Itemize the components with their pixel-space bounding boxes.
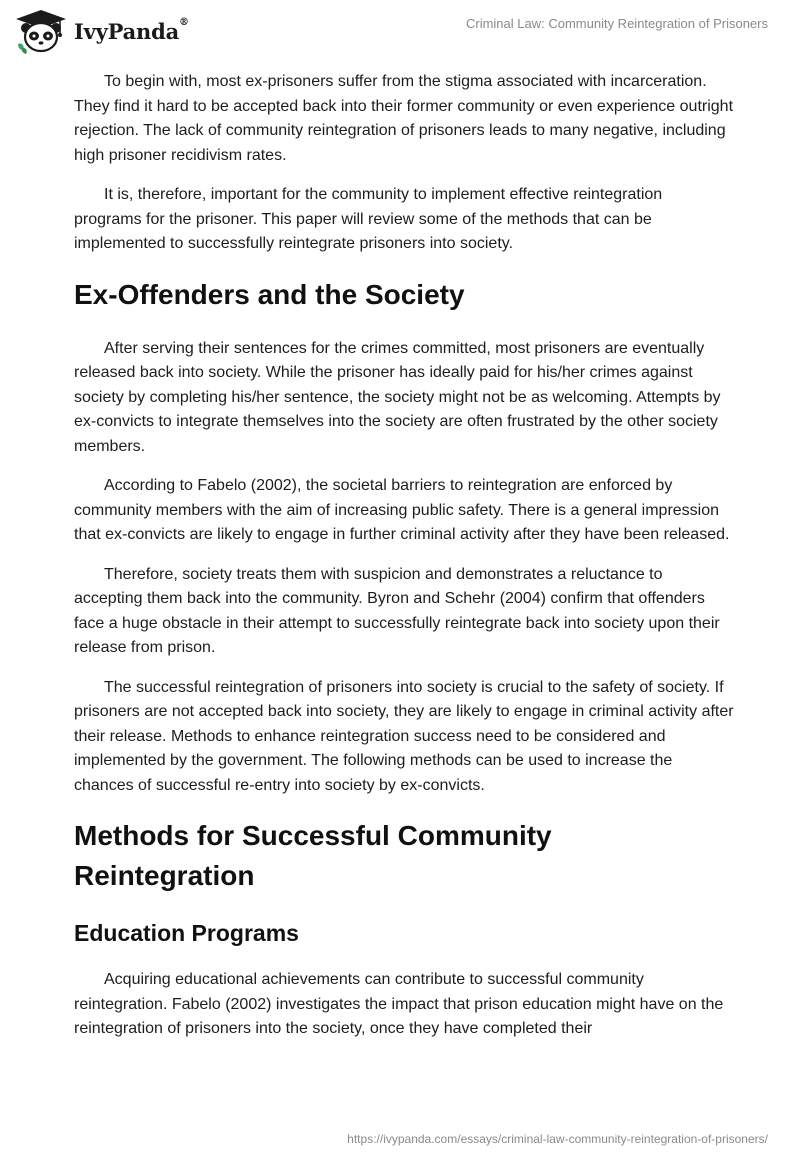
paragraph: The successful reintegration of prisoners into society is crucial to the safety of society. If prisoners are not accepted back into society, they are likely to engage in criminal activity after their release. Methods to enhance reintegration success need to be considered and implemented by the government. The following methods can be used to increase the chances of successful re-entry into society by ex-convicts. [74,678,734,794]
paragraph: It is, therefore, important for the community to implement effective reintegration programs for the prisoner. This paper will review some of the methods that can be implemented to successfully reintegrate prisoners into society. [74,186,663,252]
panda-graduate-icon [14,8,68,54]
document-title: Criminal Law: Community Reintegration of Prisoners [465,16,768,31]
paragraph: Therefore, society treats them with suspicion and demonstrates a reluctance to accepting them back into the community. Byron and Schehr (2004) confirm that offenders face a huge obstacle in their attempt to successfully reintegrate back into society upon their release from prison. [74,565,720,656]
brand-name: IvyPanda® [74,16,189,44]
page-header [0,0,800,62]
section-heading: Methods for Successful Community Reintegration [74,820,552,891]
paragraph: Acquiring educational achievements can contribute to successful community reintegration. Fabelo (2002) investigates the impact that prison education might have on the reintegration of prisoners into the society, once they have completed their [74,971,724,1037]
paragraph: After serving their sentences for the crimes committed, most prisoners are eventually released back into society. While the prisoner has ideally paid for his/her crimes against society by completing his/her sentence, the society might not be as welcoming. Attempts by ex-convicts to integrate themselves into the society are often frustrated by the other society members. [74,339,721,455]
paragraph: To begin with, most ex-prisoners suffer from the stigma associated with incarceration. They find it hard to be accepted back into their former community or even experience outright rejection. The lack of community reintegration of prisoners leads to many negative, including high prisoner recidivism rates. [74,73,734,164]
paragraph: According to Fabelo (2002), the societal barriers to reintegration are enforced by community members with the aim of increasing public safety. There is a general impression that ex-convicts are likely to engage in further criminal activity after they have been released. [74,477,730,543]
section-heading: Ex-Offenders and the Society [74,278,465,310]
subsection-heading: Education Programs [74,920,299,946]
essay-body [74,70,734,1057]
brand-logo[interactable] [14,8,189,54]
source-url[interactable]: https://ivypanda.com/essays/criminal-law-community-reintegration-of-prisoners/ [347,1132,768,1146]
